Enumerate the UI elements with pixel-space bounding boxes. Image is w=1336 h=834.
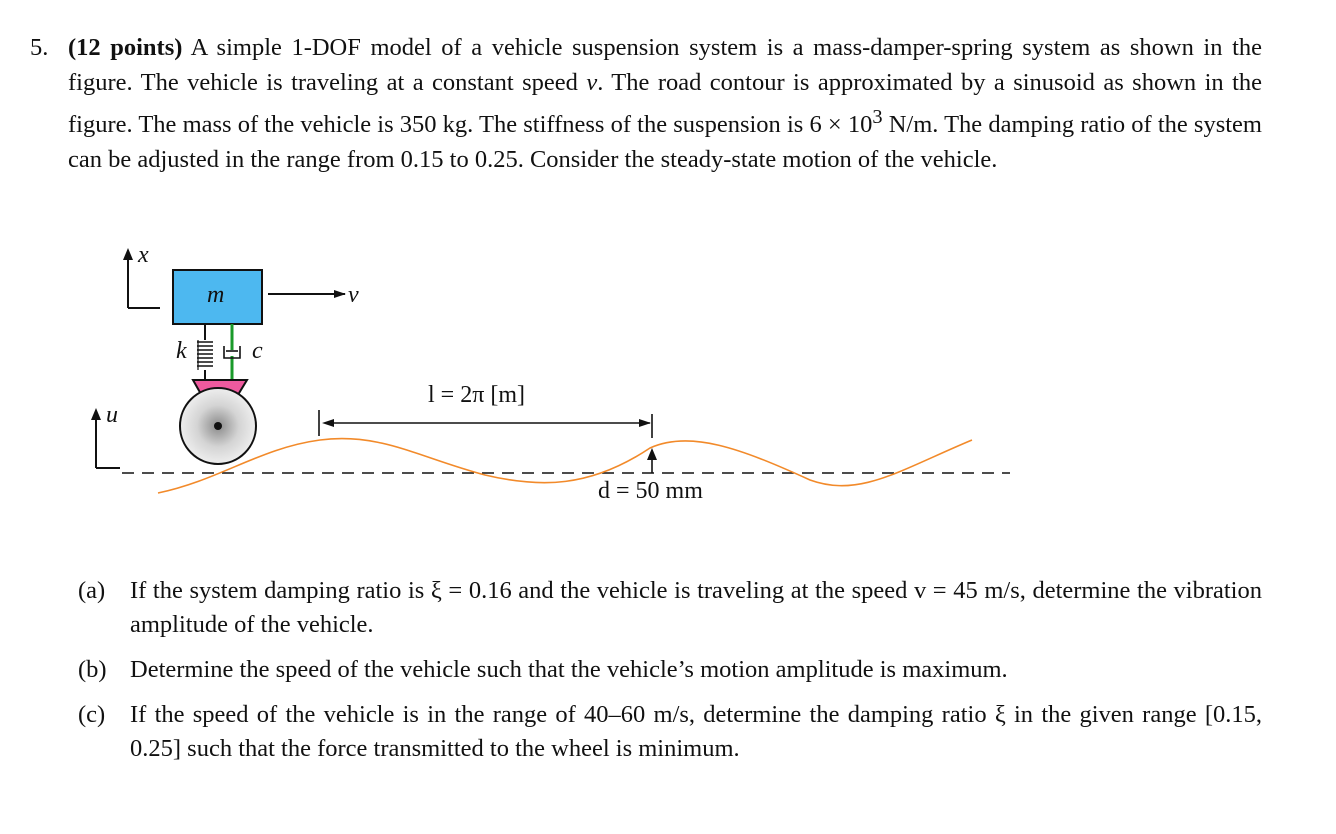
damper (224, 324, 240, 380)
wavelength-label: l = 2π [m] (428, 382, 525, 408)
spring (197, 324, 213, 380)
mass-label: m (207, 282, 225, 308)
question-part-b (78, 653, 1262, 687)
problem-statement (30, 30, 1262, 177)
part-tag: (b) (78, 656, 107, 683)
spring-label: k (176, 338, 187, 364)
part-tag: (c) (78, 701, 106, 728)
problem-points: (12 points) (68, 34, 183, 61)
suspension-figure (0, 230, 1336, 530)
part-text: Determine the speed of the vehicle such that the vehicle’s motion amplitude is maximum. (130, 656, 1008, 683)
part-tag: (a) (78, 577, 106, 604)
part-text: If the system damping ratio is ξ = 0.16 and the vehicle is traveling at the speed v = 45 m/s, determine the vibration amplitude of the vehicle. (130, 577, 1262, 638)
problem-body (68, 30, 1262, 177)
damper-label: c (252, 338, 263, 364)
statement-text-3: N/m. The damping ratio of the system can be adjusted in the range from 0.15 to 0.25. Consider the steady-state motion of the vehicle. (68, 111, 1262, 174)
velocity-label: v (348, 282, 359, 308)
x-axis-label: x (138, 242, 149, 268)
statement-speed-symbol: v (586, 69, 598, 96)
question-part-c (78, 698, 1262, 766)
statement-text-2: . The road contour is approximated by a sinusoid as shown in the figure. The mass of the vehicle is 350 kg. The stiffness of the suspension is 6 × 10 (68, 69, 1262, 139)
question-parts (78, 574, 1262, 777)
statement-exponent: 3 (872, 106, 883, 128)
road-profile (158, 439, 972, 493)
amplitude-dimension (647, 448, 657, 473)
question-part-a (78, 574, 1262, 642)
amplitude-label: d = 50 mm (598, 478, 703, 504)
part-text: If the speed of the vehicle is in the range of 40–60 m/s, determine the damping ratio ξ in the given range [0.15, 0.25] such that the force transmitted to the wheel is minimum. (130, 701, 1262, 762)
wavelength-dimension (319, 410, 652, 438)
statement-text-1: A simple 1-DOF model of a vehicle suspension system is a mass-damper-spring system as shown in the figure. The vehicle is traveling at a constant speed (68, 34, 1262, 96)
wheel (180, 388, 256, 464)
u-axis-label: u (106, 402, 118, 428)
problem-number: 5. (30, 34, 49, 61)
